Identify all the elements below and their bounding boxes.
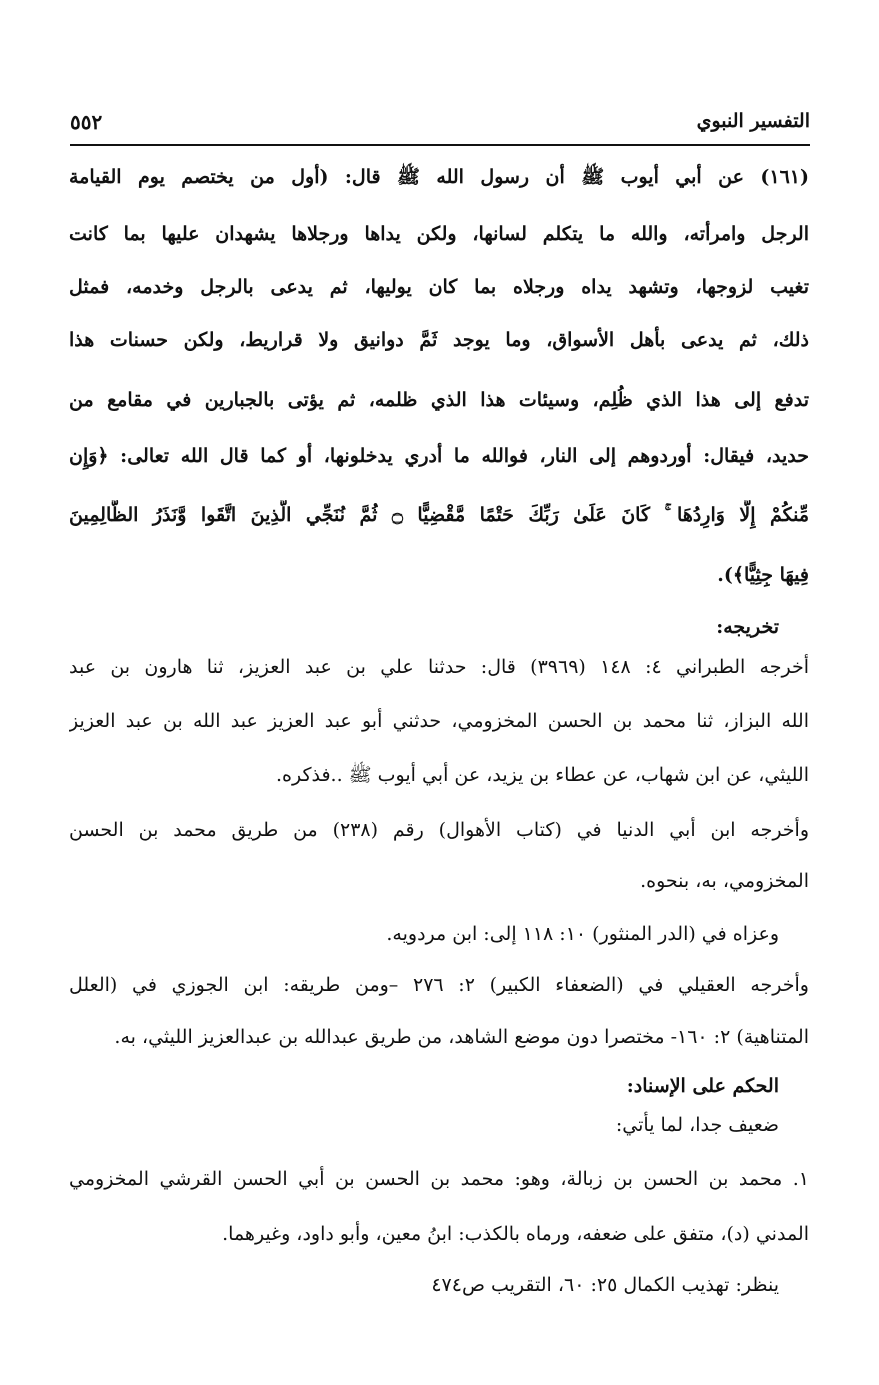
hukm-heading: الحكم على الإسناد: xyxy=(626,1075,779,1097)
running-title: التفسير النبوي xyxy=(696,110,810,132)
hukm-line: المدني (د)، متفق على ضعفه، ورماه بالكذب: ابنُ معين، وأبو داود، وغيرهما. xyxy=(222,1223,809,1245)
page-number: ٥٥٢ xyxy=(70,110,103,134)
takhrij-line: وأخرجه ابن أبي الدنيا في (كتاب الأهوال) رقم (٢٣٨) من طريق محمد بن الحسن xyxy=(69,819,809,841)
takhrij-line: أخرجه الطبراني ٤: ١٤٨ (٣٩٦٩) قال: حدثنا علي بن عبد العزيز، ثنا هارون بن عبد xyxy=(69,656,809,678)
hadith-line: (١٦١) عن أبي أيوب ﷺ أن رسول الله ﷺ قال: (أول من يختصم يوم القيامة xyxy=(69,166,809,188)
hadith-line: تدفع إلى هذا الذي ظُلِم، وسيئات هذا الذي ظلمه، ثم يؤتى بالجبارين في مقامع من xyxy=(69,389,809,411)
takhrij-line: وعزاه في (الدر المنثور) ١٠: ١١٨ إلى: ابن مردويه. xyxy=(386,923,779,945)
takhrij-line: المتناهية) ٢: ١٦٠- مختصرا دون موضع الشاهد، من طريق عبدالله بن عبدالعزيز الليثي، به. xyxy=(114,1026,809,1048)
hadith-line: حديد، فيقال: أوردوهم إلى النار، فوالله ما أدري يدخلونها، أو كما قال الله تعالى: ﴿وَإِن xyxy=(69,445,809,467)
hukm-line: ينظر: تهذيب الكمال ٢٥: ٦٠، التقريب ص٤٧٤ xyxy=(431,1274,779,1296)
takhrij-heading: تخريجه: xyxy=(716,616,779,638)
hadith-line: الرجل وامرأته، والله ما يتكلم لسانها، ولكن يداها ورجلاها يشهدان عليها بما كانت xyxy=(69,223,809,245)
takhrij-line: الليثي، عن ابن شهاب، عن عطاء بن يزيد، عن أبي أيوب ﷺ ..فذكره. xyxy=(275,764,809,786)
hukm-line: ١. محمد بن الحسن بن زبالة، وهو: محمد بن الحسن بن أبي الحسن القرشي المخزومي xyxy=(69,1168,809,1190)
hukm-line: ضعيف جدا، لما يأتي: xyxy=(615,1114,779,1136)
quran-verse-line: مِّنكُمْ إِلَّا وَارِدُهَا ۚ كَانَ عَلَىٰ رَبِّكَ حَتْمًا مَّقْضِيًّا ۝ ثُمَّ نُنَجِّي الَّذِينَ اتَّقَوا وَّنَذَرُ الظَّالِمِينَ xyxy=(69,504,809,526)
takhrij-line: المخزومي، به، بنحوه. xyxy=(640,870,809,892)
page-header xyxy=(70,104,810,146)
takhrij-line: وأخرجه العقيلي في (الضعفاء الكبير) ٢: ٢٧٦ –ومن طريقه: ابن الجوزي في (العلل xyxy=(69,974,809,996)
takhrij-line: الله البزاز، ثنا محمد بن الحسن المخزومي، حدثني أبو عبد العزيز عبد الله بن عبد العزيز xyxy=(69,710,809,732)
quran-verse-line: فِيهَا جِثِيًّا﴾). xyxy=(717,564,809,586)
hadith-line: ذلك، ثم يدعى بأهل الأسواق، وما يوجد ثَمَّ دوانيق ولا قراريط، ولكن حسنات هذا xyxy=(69,329,809,351)
hadith-line: تغيب لزوجها، وتشهد يداه ورجلاه بما كان يوليها، ثم يدعى بالرجل وخدمه، فمثل xyxy=(69,276,809,298)
